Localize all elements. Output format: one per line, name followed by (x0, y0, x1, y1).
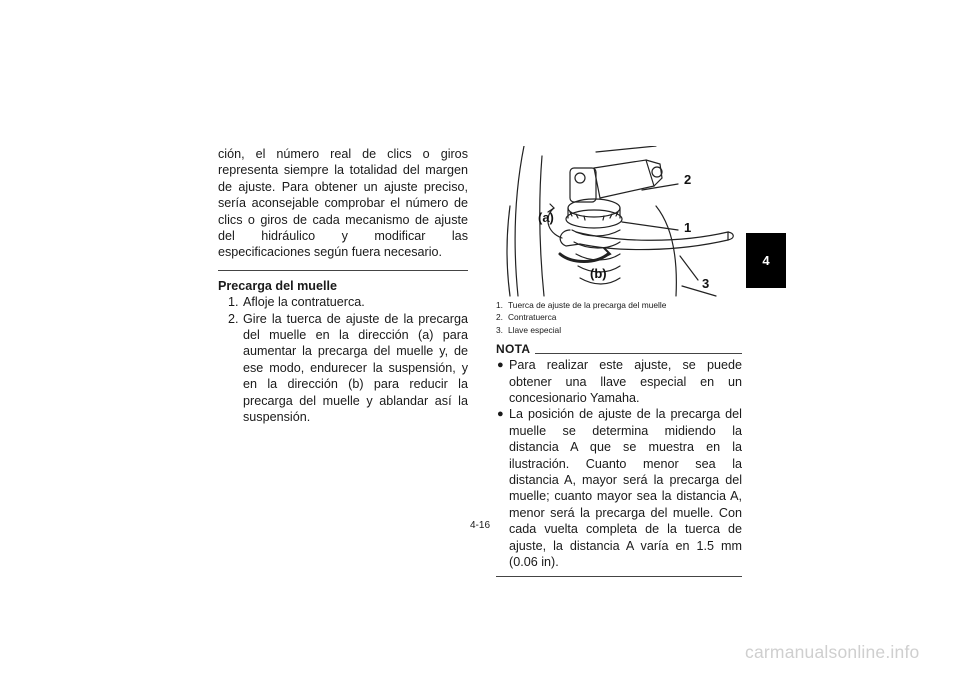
special-wrench (576, 232, 728, 250)
caption-text: Tuerca de ajuste de la precarga del muelle (508, 300, 667, 310)
page-number: 4-16 (469, 520, 490, 531)
caption-item (496, 324, 742, 336)
adjusting-nut (566, 210, 622, 228)
caption-text: Contratuerca (508, 312, 557, 323)
nota-rule (535, 353, 742, 354)
frame-line (682, 286, 716, 296)
shock-mount (570, 168, 596, 202)
steps-list (218, 294, 468, 425)
nota-header (496, 343, 742, 356)
left-column (218, 146, 468, 426)
right-column (496, 146, 742, 577)
bullet-text: La posición de ajuste de la precarga del muelle se determina midiendo la distancia A que se muestra en la ilustración. Cuanto menor sea la distancia A, mayor será la precarga del muelle; cuanto mayor sea la distancia A, menor será la precarga del muelle. Con cada vuelta completa de la tuerca de ajuste, la distancia A varía en 1.5 mm (0.06 in). (509, 407, 742, 570)
callout-2: 2 (684, 172, 692, 187)
nota-label: NOTA (496, 342, 531, 357)
caption-number: 2. (496, 312, 503, 323)
leader-line-1 (622, 222, 678, 230)
callout-b: (b) (590, 266, 607, 281)
section-title: Precarga del muelle (218, 278, 338, 293)
callout-1: 1 (684, 220, 692, 235)
step-text: Afloje la contratuerca. (243, 295, 365, 310)
leader-line-3 (680, 256, 698, 280)
caption-item (496, 299, 742, 311)
bullet-text: Para realizar este ajuste, se puede obtener una llave especial en un concesionario Yamaha. (509, 358, 742, 406)
step-number: 2. (228, 311, 239, 326)
watermark: carmanualsonline.info (745, 642, 920, 662)
frame-line (656, 206, 676, 296)
list-item (496, 406, 742, 570)
step-text: Gire la tuerca de ajuste de la precarga del muelle en la dirección (a) para aumentar la precarga del muelle y, de ese modo, endurecer la suspensión, y en la dirección (b) para reducir la precarga del muelle y ablandar así la suspensión. (243, 311, 468, 425)
figure-captions (496, 299, 742, 336)
shock-absorber-illustration (496, 146, 742, 298)
list-item (218, 294, 468, 310)
caption-number: 1. (496, 300, 503, 310)
bullet-icon: ● (497, 408, 504, 421)
frame-line (596, 146, 656, 152)
nota-list (496, 357, 742, 570)
callout-a: (a) (538, 210, 554, 225)
frame-line (507, 206, 510, 296)
caption-item (496, 311, 742, 323)
chapter-tab: 4 (746, 233, 786, 288)
bullet-icon: ● (497, 359, 504, 372)
step-number: 1. (228, 295, 239, 310)
reservoir (594, 160, 654, 198)
section-divider (218, 270, 468, 271)
list-item (496, 357, 742, 406)
callout-3: 3 (702, 276, 710, 291)
list-item (218, 311, 468, 426)
caption-number: 3. (496, 324, 503, 335)
caption-text: Llave especial (508, 324, 562, 335)
frame-line (515, 146, 524, 296)
nota-end-rule (496, 576, 742, 577)
intro-paragraph: ción, el número real de clics o giros representa siempre la totalidad del margen de ajuste. Para obtener un ajuste preciso, sería aconsejable comprobar el número de clics o giros de cada mecanismo de ajuste del hidráulico y modificar las especificaciones según fuera necesario. (218, 147, 468, 260)
